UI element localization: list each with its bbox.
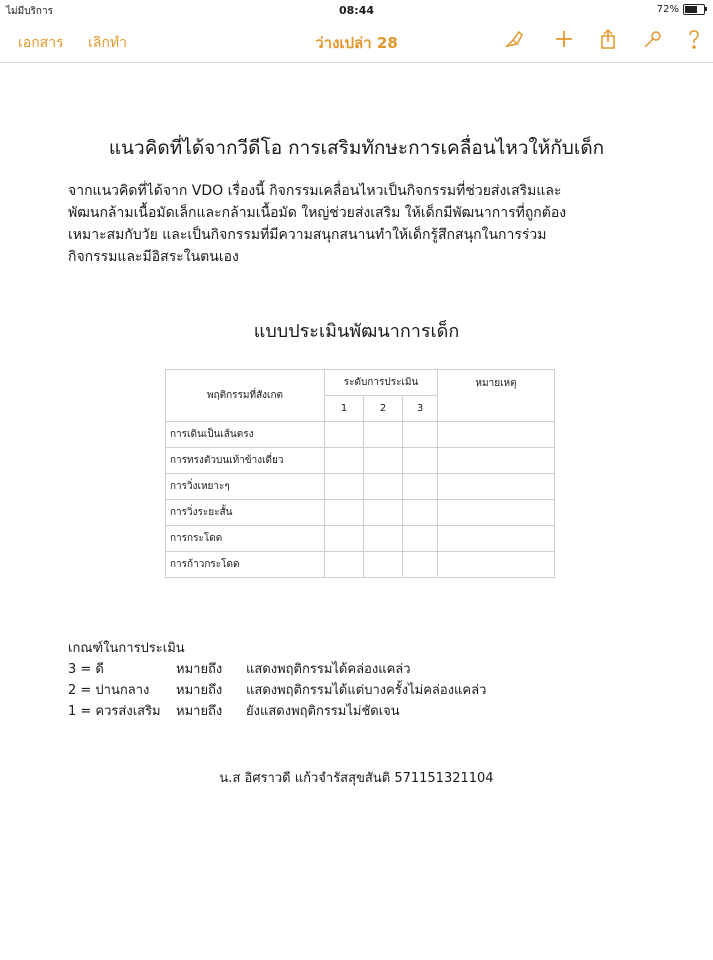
paragraph-line: เหมาะสมกับวัย และเป็นกิจกรรมที่มีความสนุกสนานทำให้เด็กรู้สึกสนุกในการร่วม <box>68 227 547 243</box>
battery-icon <box>683 4 705 15</box>
evaluation-table <box>165 369 555 578</box>
brush-icon[interactable] <box>502 28 526 52</box>
criteria-title: เกณฑ์ในการประเมิน <box>68 641 185 656</box>
criteria-desc: แสดงพฤติกรรมได้แต่บางครั้งไม่คล่องแคล่ว <box>246 683 487 698</box>
table-row <box>166 422 555 448</box>
level-2: 2 <box>364 396 403 422</box>
criteria-section <box>68 638 486 722</box>
body-paragraph <box>68 180 668 268</box>
behavior-cell: การก้าวกระโดด <box>166 552 325 578</box>
criteria-score: 2 = ปานกลาง <box>68 683 150 698</box>
table-row <box>166 500 555 526</box>
criteria-means: หมายถึง <box>176 704 223 719</box>
behavior-cell: การกระโดด <box>166 526 325 552</box>
behavior-cell: การทรงตัวบนเท้าข้างเดี่ยว <box>166 448 325 474</box>
table-row <box>166 448 555 474</box>
paragraph-line: กิจกรรมและมีอิสระในตนเอง <box>68 249 239 265</box>
criteria-desc: ยังแสดงพฤติกรรมไม่ชัดเจน <box>246 704 400 719</box>
share-icon[interactable] <box>596 28 620 52</box>
level-3: 3 <box>403 396 438 422</box>
header-level: ระดับการประเมิน <box>325 370 438 396</box>
help-icon[interactable] <box>682 28 706 52</box>
behavior-cell: การเดินเป็นเส้นตรง <box>166 422 325 448</box>
author-line: น.ส อิศราวดี แก้วจำรัสสุขสันติ 571151321104 <box>219 771 494 786</box>
criteria-means: หมายถึง <box>176 683 223 698</box>
criteria-row <box>68 680 486 701</box>
document-heading: แนวคิดที่ได้จากวีดีโอ การเสริมทักษะการเคลื่อนไหวให้กับเด็ก <box>108 137 605 159</box>
documents-button[interactable]: เอกสาร <box>18 35 64 51</box>
table-row <box>166 552 555 578</box>
undo-button[interactable]: เลิกทำ <box>88 35 127 51</box>
paragraph-line: จากแนวคิดที่ได้จาก VDO เรื่องนี้ กิจกรรมเคลื่อนไหวเป็นกิจกรรมที่ช่วยส่งเสริมและ <box>68 183 562 199</box>
status-bar <box>0 0 713 20</box>
criteria-desc: แสดงพฤติกรรมได้คล่องแคล่ว <box>246 662 411 677</box>
table-row <box>166 526 555 552</box>
behavior-cell: การวิ่งเหยาะๆ <box>166 474 325 500</box>
level-1: 1 <box>325 396 364 422</box>
toolbar <box>0 20 713 63</box>
battery-indicator <box>657 4 705 15</box>
behavior-cell: การวิ่งระยะสั้น <box>166 500 325 526</box>
criteria-row <box>68 659 486 680</box>
criteria-row <box>68 701 486 722</box>
battery-percent: 72% <box>656 4 679 15</box>
add-icon[interactable] <box>552 28 576 52</box>
form-title: แบบประเมินพัฒนาการเด็ก <box>253 321 460 342</box>
paragraph-line: พัฒนกล้ามเนื้อมัดเล็กและกล้ามเนื้อมัด ใหญ่ช่วยส่งเสริม ให้เด็กมีพัฒนาการที่ถูกต้อง <box>68 205 567 221</box>
table-row <box>166 474 555 500</box>
criteria-score: 3 = ดี <box>68 662 104 677</box>
criteria-means: หมายถึง <box>176 662 223 677</box>
header-behavior: พฤติกรรมที่สังเกต <box>166 370 325 422</box>
clock: 08:44 <box>338 4 374 17</box>
criteria-score: 1 = ควรส่งเสริม <box>68 704 161 719</box>
carrier-label: ไม่มีบริการ <box>6 6 53 17</box>
document-title[interactable]: ว่างเปล่า 28 <box>315 34 398 52</box>
header-note: หมายเหตุ <box>438 370 555 422</box>
wrench-icon[interactable] <box>640 28 664 52</box>
